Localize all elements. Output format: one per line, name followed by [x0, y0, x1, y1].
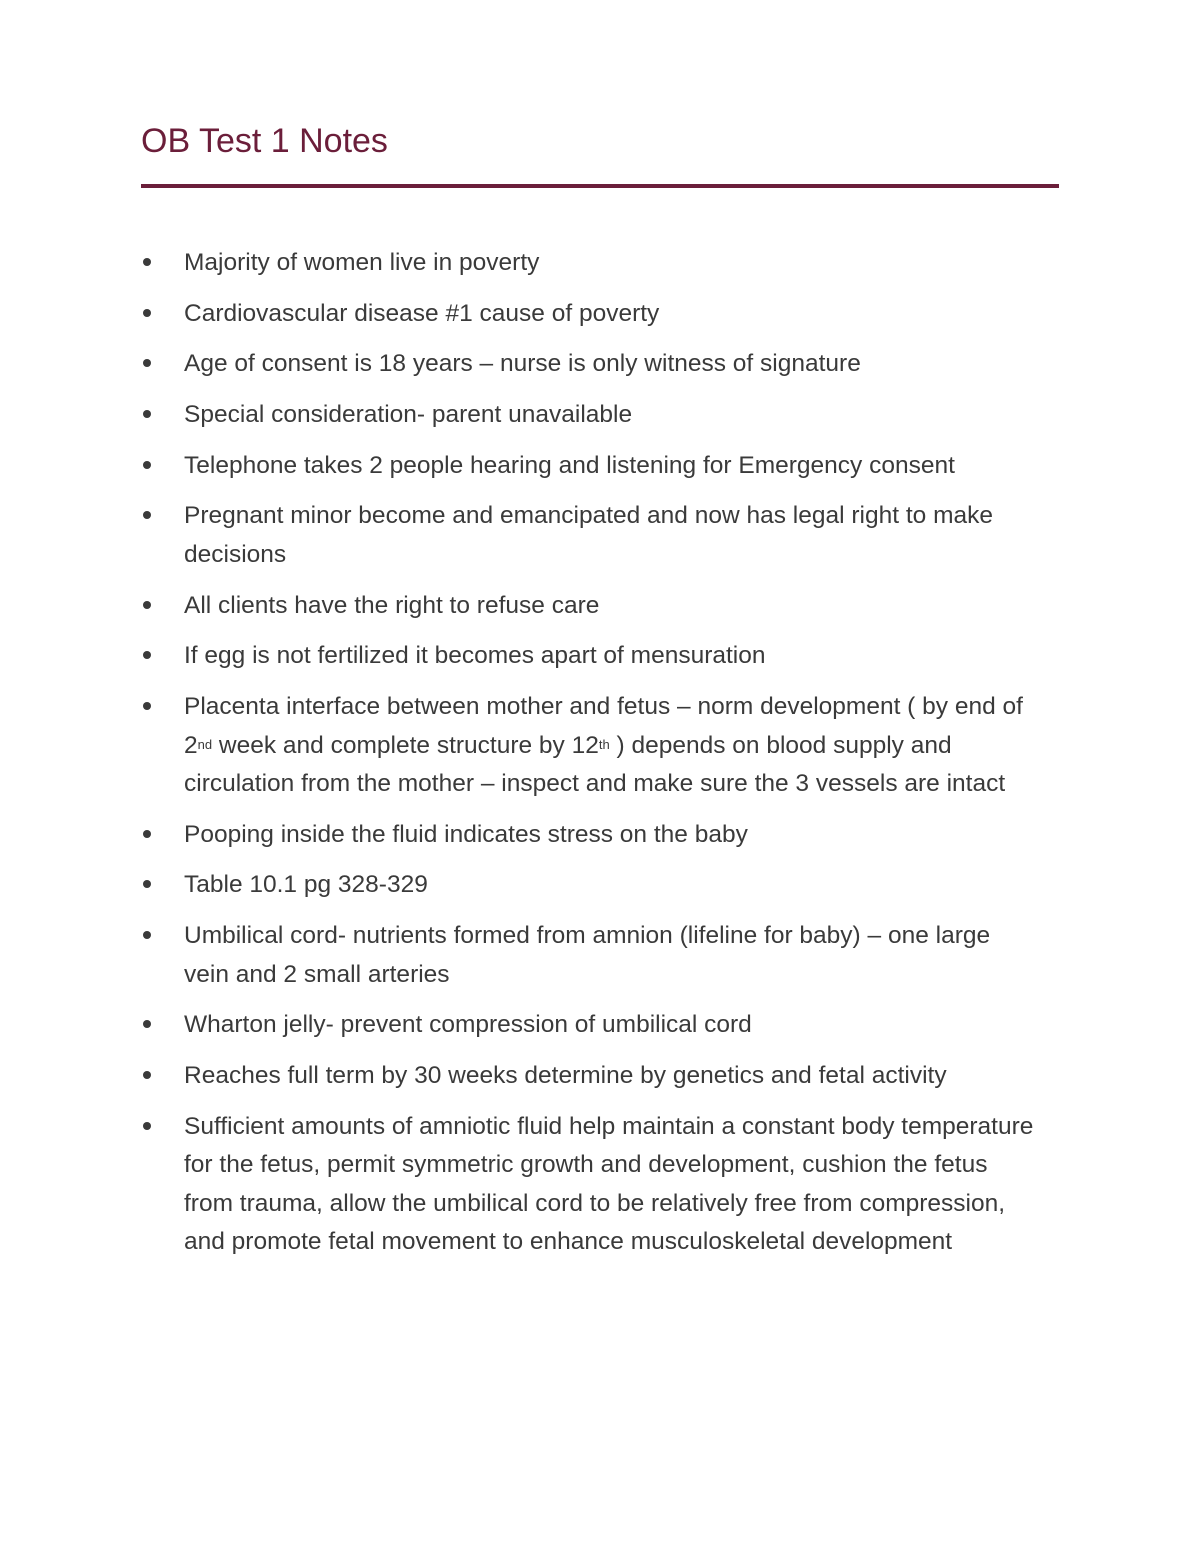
- list-item: [141, 1006, 1041, 1045]
- note-text: Special consideration- parent unavailable: [184, 401, 633, 429]
- note-text: Cardiovascular disease #1 cause of poverty: [184, 299, 660, 327]
- list-item: [141, 917, 1041, 994]
- bullet-icon: [143, 410, 151, 418]
- bullet-icon: [143, 601, 151, 609]
- list-item: [141, 587, 1041, 626]
- bullet-icon: [143, 359, 151, 367]
- note-text-part: week and complete structure by 12: [212, 731, 599, 759]
- note-text: Umbilical cord- nutrients formed from amnion (lifeline for baby) – one large vein and 2 small arteries: [184, 922, 991, 988]
- note-text: Sufficient amounts of amniotic fluid help maintain a constant body temperature for the fetus, permit symmetric growth and development, cushion the fetus from trauma, allow the umbilical cord to be relatively free from compression, and promote fetal movement to enhance musculoskeletal development: [184, 1112, 1034, 1256]
- ordinal-suffix: th: [598, 736, 610, 752]
- note-text: [184, 693, 1023, 797]
- bullet-icon: [143, 1122, 151, 1130]
- title-divider: [141, 184, 1059, 188]
- note-text: Majority of women live in poverty: [184, 249, 540, 276]
- bullet-icon: [143, 511, 151, 519]
- bullet-icon: [143, 1020, 151, 1028]
- bullet-icon: [143, 461, 151, 469]
- list-item: [141, 637, 1041, 676]
- bullet-icon: [143, 931, 151, 939]
- ordinal-suffix: nd: [197, 736, 213, 752]
- bullet-icon: [143, 309, 151, 317]
- note-text: All clients have the right to refuse care: [184, 591, 600, 619]
- list-item: [141, 688, 1041, 804]
- list-item: [141, 816, 1041, 855]
- list-item: [141, 447, 1041, 486]
- note-text: Wharton jelly- prevent compression of umbilical cord: [184, 1011, 752, 1039]
- note-text-part: ) depends on blood supply and circulation from the mother – inspect and make sure the 3 vessels are intact: [184, 731, 1006, 797]
- bullet-icon: [143, 830, 151, 838]
- bullet-icon: [143, 651, 151, 659]
- list-item: [141, 1108, 1041, 1262]
- note-text: Table 10.1 pg 328-329: [184, 871, 428, 899]
- list-item: [141, 345, 1041, 384]
- list-item: [141, 1057, 1041, 1096]
- bullet-icon: [143, 880, 151, 888]
- list-item: [141, 866, 1041, 905]
- note-text: Telephone takes 2 people hearing and listening for Emergency consent: [184, 451, 955, 479]
- page-title: OB Test 1 Notes: [141, 122, 388, 160]
- list-item: [141, 244, 1041, 283]
- note-text: Pregnant minor become and emancipated and now has legal right to make decisions: [184, 502, 993, 568]
- notes-list: [141, 244, 1041, 1274]
- list-item: [141, 497, 1041, 574]
- bullet-icon: [143, 1071, 151, 1079]
- note-text: If egg is not fertilized it becomes apart of mensuration: [184, 642, 766, 670]
- list-item: [141, 396, 1041, 435]
- bullet-icon: [143, 258, 151, 266]
- list-item: [141, 295, 1041, 334]
- note-text-part: Placenta interface between mother and fetus – norm development ( by end of 2: [184, 693, 1023, 759]
- note-text: Age of consent is 18 years – nurse is only witness of signature: [184, 350, 861, 378]
- bullet-icon: [143, 702, 151, 710]
- note-text: Pooping inside the fluid indicates stress on the baby: [184, 820, 748, 848]
- note-text: Reaches full term by 30 weeks determine by genetics and fetal activity: [184, 1061, 947, 1089]
